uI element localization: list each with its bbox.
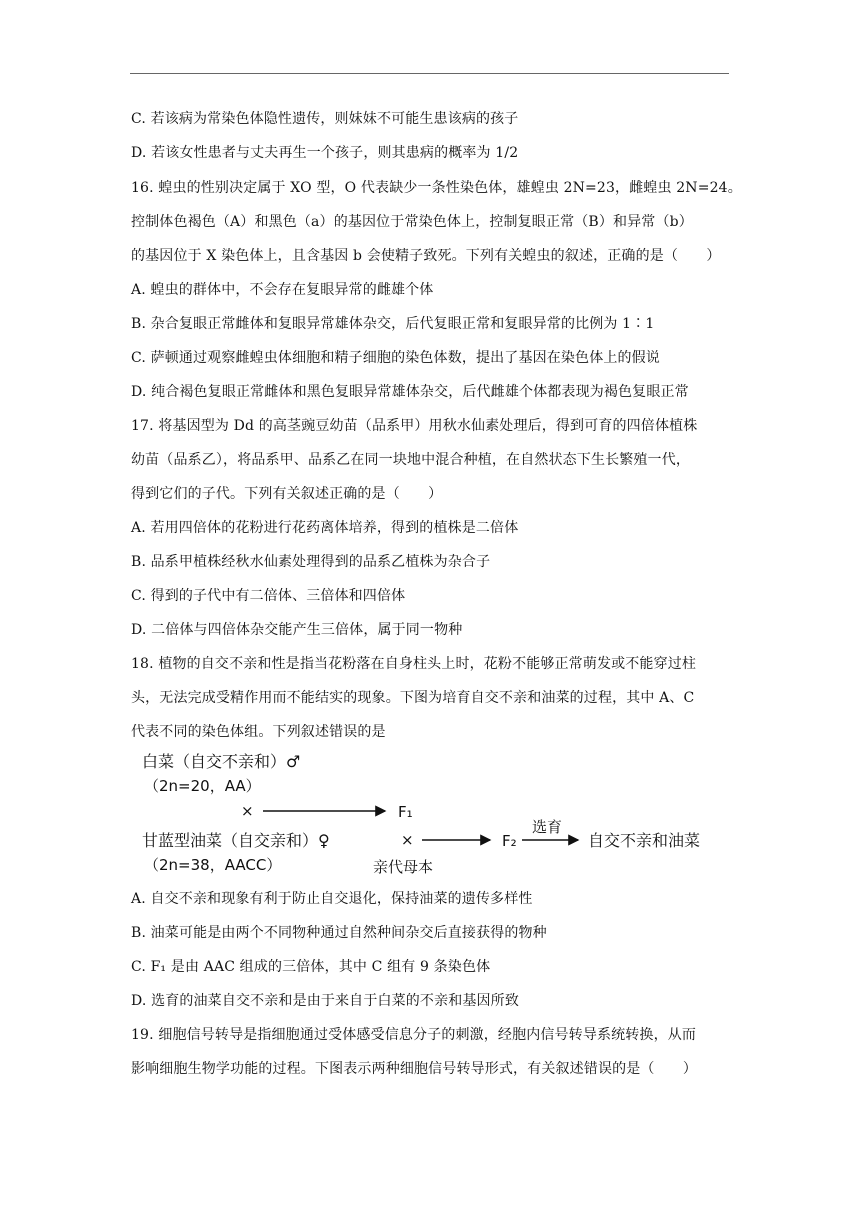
recurrent-parent-label: 亲代母本: [373, 858, 434, 876]
option-16b: B. 杂合复眼正常雌体和复眼异常雄体杂交，后代复眼正常和复眼异常的比例为 1∶1: [131, 316, 655, 332]
option-17d: D. 二倍体与四倍体杂交能产生三倍体，属于同一物种: [131, 622, 463, 638]
header-rule: [130, 73, 729, 74]
female-genome-label: （2n=38，AACC）: [144, 856, 282, 874]
question-17-stem: 得到它们的子代。下列有关叙述正确的是（ ）: [131, 486, 443, 502]
option-16c: C. 萨顿通过观察雌蝗虫体细胞和精子细胞的染色体数，提出了基因在染色体上的假说: [131, 350, 660, 366]
option-17c: C. 得到的子代中有二倍体、三倍体和四倍体: [131, 588, 406, 604]
question-16-stem: 的基因位于 X 染色体上，且含基因 b 会使精子致死。下列有关蝗虫的叙述，正确的是（ ）: [131, 248, 721, 264]
cross-symbol-2: ×: [401, 831, 414, 849]
cross-symbol-1: ×: [241, 802, 254, 820]
female-parent-label: 甘蓝型油菜（自交亲和）♀: [142, 831, 330, 850]
option-18b: B. 油菜可能是由两个不同物种通过自然种间杂交后直接获得的物种: [131, 925, 547, 941]
option-17b: B. 品系甲植株经秋水仙素处理得到的品系乙植株为杂合子: [131, 554, 491, 570]
option-16d: D. 纯合褐色复眼正常雌体和黑色复眼异常雄体杂交，后代雌雄个体都表现为褐色复眼正常: [131, 384, 689, 400]
option-18c: C. F₁ 是由 AAC 组成的三倍体，其中 C 组有 9 条染色体: [131, 959, 491, 975]
breeding-diagram: [130, 748, 730, 878]
question-19-stem: 19. 细胞信号转导是指细胞通过受体感受信息分子的刺激，经胞内信号转导系统转换，从而: [131, 1027, 697, 1043]
option-16a: A. 蝗虫的群体中，不会存在复眼异常的雌雄个体: [131, 282, 434, 298]
question-16-stem: 控制体色褐色（A）和黑色（a）的基因位于常染色体上，控制复眼正常（B）和异常（b）: [131, 214, 693, 230]
result-label: 自交不亲和油菜: [588, 831, 701, 850]
option-17a: A. 若用四倍体的花粉进行花药离体培养，得到的植株是二倍体: [131, 520, 519, 536]
f2-label: F₂: [502, 832, 517, 850]
male-genome-label: （2n=20，AA）: [144, 777, 261, 795]
question-17-stem: 幼苗（品系乙），将品系甲、品系乙在同一块地中混合种植，在自然状态下生长繁殖一代，: [131, 452, 690, 468]
option-18d: D. 选育的油菜自交不亲和是由于来自于白菜的不亲和基因所致: [131, 993, 519, 1009]
option-15d: D. 若该女性患者与丈夫再生一个孩子，则其患病的概率为 1/2: [131, 145, 519, 161]
question-19-stem: 影响细胞生物学功能的过程。下图表示两种细胞信号转导形式，有关叙述错误的是（ ）: [131, 1061, 697, 1077]
question-17-stem: 17. 将基因型为 Dd 的高茎豌豆幼苗（品系甲）用秋水仙素处理后，得到可育的四倍体植株: [131, 418, 698, 434]
male-parent-label: 白菜（自交不亲和）♂: [142, 752, 301, 771]
question-16-stem: 16. 蝗虫的性别决定属于 XO 型，O 代表缺少一条性染色体，雄蝗虫 2N=23，雌蝗虫 2N=24。: [131, 180, 742, 196]
question-18-stem: 18. 植物的自交不亲和性是指当花粉落在自身柱头上时，花粉不能够正常萌发或不能穿过柱: [131, 656, 697, 672]
option-18a: A. 自交不亲和现象有利于防止自交退化，保持油菜的遗传多样性: [131, 891, 533, 907]
question-18-stem: 头，无法完成受精作用而不能结实的现象。下图为培育自交不亲和油菜的过程，其中 A、C: [131, 690, 695, 706]
question-18-stem: 代表不同的染色体组。下列叙述错误的是: [131, 724, 386, 740]
option-15c: C. 若该病为常染色体隐性遗传，则妹妹不可能生患该病的孩子: [131, 111, 519, 127]
f1-label: F₁: [398, 803, 413, 821]
selection-label: 选育: [532, 818, 563, 836]
